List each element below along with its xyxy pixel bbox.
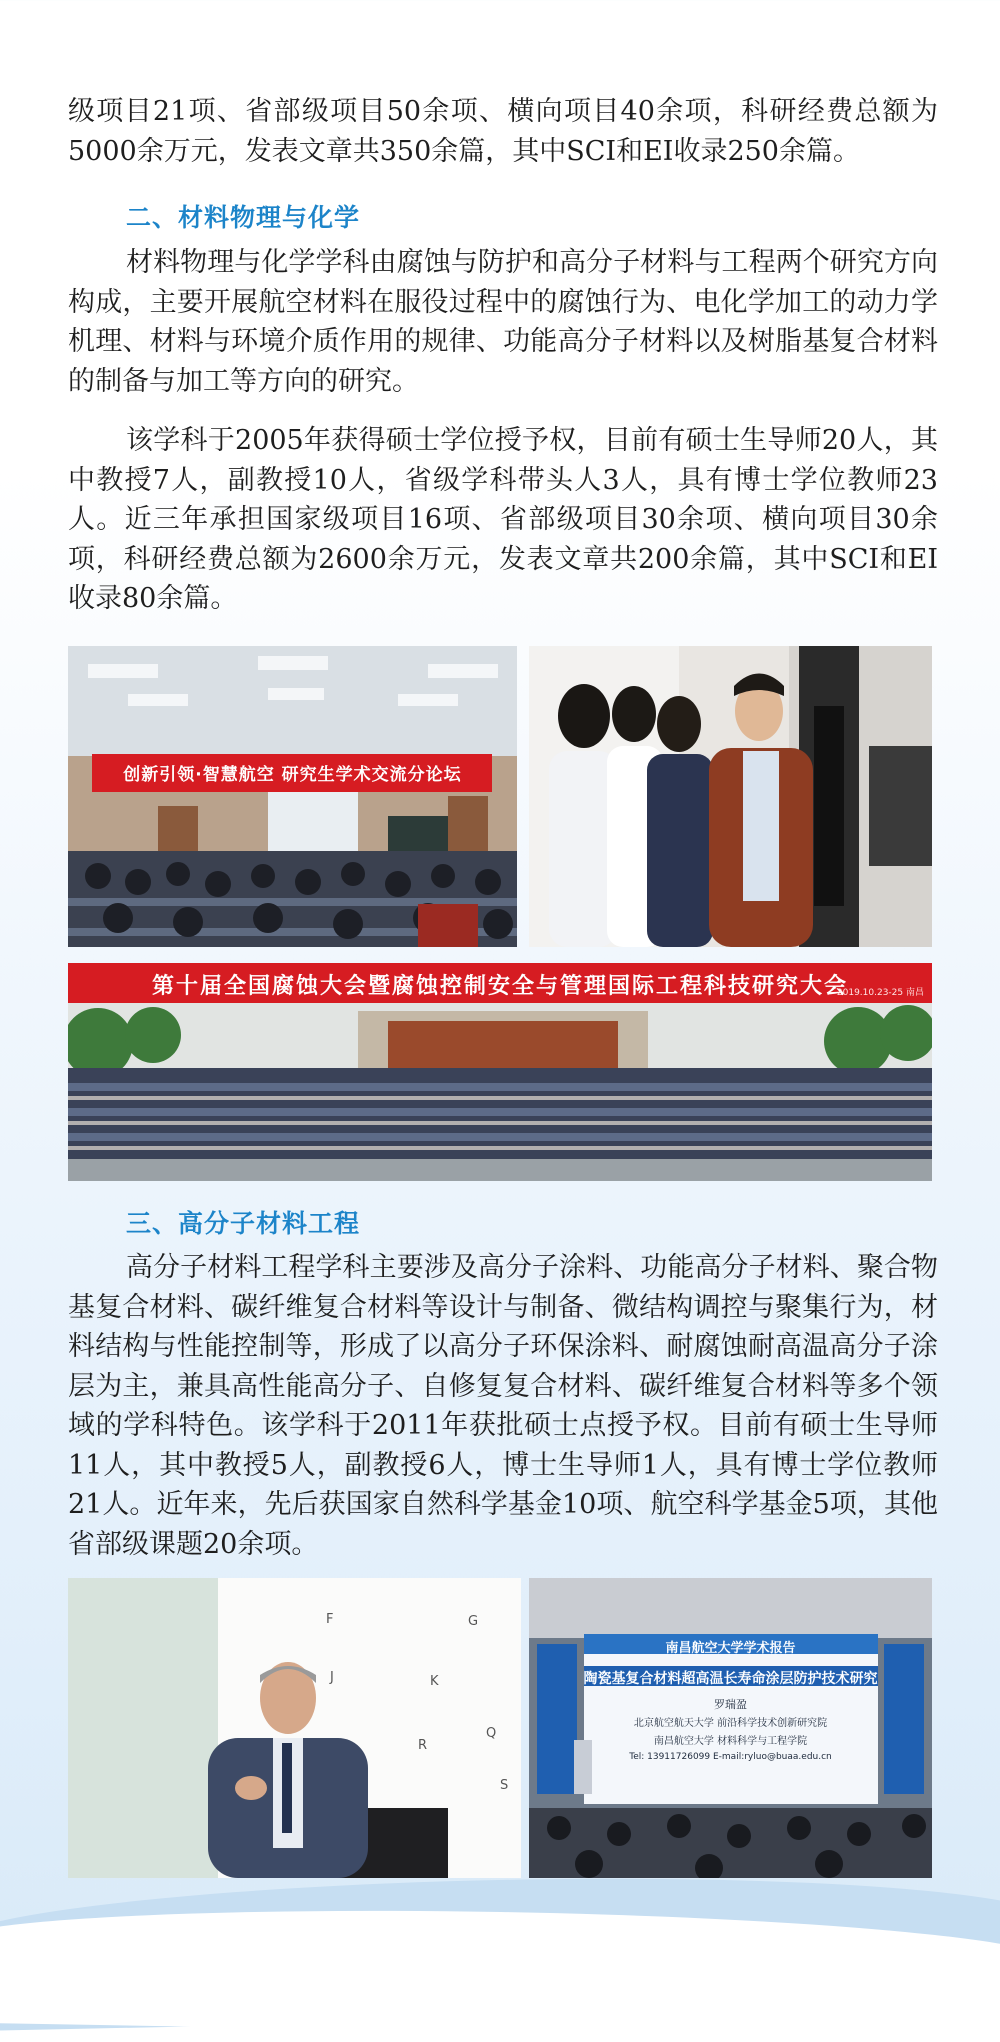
lecture-letter-1: F — [326, 1612, 334, 1627]
lecture-letter-6: R — [418, 1738, 428, 1753]
lab-demonstration-image — [529, 646, 932, 947]
section2-paragraph-2: 该学科于2005年获得硕士学位授予权，目前有硕士生导师20人，其中教授7人，副教授10人，省级学科带头人3人，具有博士学位教师23人。近三年承担国家级项目16项、省部级项目30余项、横向项目30余项，科研经费总额为2600余万元，发表文章共200余篇，其中SCI和EI收录80余篇。 — [68, 425, 938, 614]
lecture-letter-5: Q — [486, 1726, 497, 1741]
section1-continued-paragraph: 级项目21项、省部级项目50余项、横向项目40余项，科研经费总额为5000余万元，发表文章共350余篇，其中SCI和EI收录250余篇。 — [68, 96, 938, 167]
academic-report-photo — [529, 1578, 932, 1878]
forum-hall-image — [68, 646, 517, 947]
forum-banner-text: 创新引领·智慧航空 研究生学术交流分论坛 — [123, 765, 462, 785]
conference-date-text: 2019.10.23-25 南昌 — [836, 988, 924, 998]
lecture-letter-3: J — [330, 1670, 334, 1685]
section3-heading: 三、高分子材料工程 — [126, 1209, 361, 1238]
report-line-2: 南昌航空大学 材料科学与工程学院 — [653, 1736, 808, 1747]
lab-demonstration-photo — [529, 646, 932, 947]
lecture-letter-4: K — [430, 1674, 439, 1689]
lecture-letter-2: G — [468, 1614, 479, 1629]
report-speaker-text: 罗瑞盈 — [714, 1698, 747, 1711]
section2-paragraph-1: 材料物理与化学学科由腐蚀与防护和高分子材料与工程两个研究方向构成，主要开展航空材料在服役过程中的腐蚀行为、电化学加工的动力学机理、材料与环境介质作用的规律、功能高分子材料以及树脂基复合材料的制备与加工等方向的研究。 — [68, 247, 938, 397]
lecture-speaker-photo — [68, 1578, 521, 1878]
report-header-text: 南昌航空大学学术报告 — [665, 1641, 796, 1656]
lecture-letter-7: S — [500, 1778, 509, 1793]
section2-heading: 二、材料物理与化学 — [126, 203, 361, 232]
report-title-text: 陶瓷基复合材料超高温长寿命涂层防护技术研究 — [583, 1671, 878, 1687]
report-contact-text: Tel: 13911726099 E-mail:ryluo@buaa.edu.cn — [629, 1752, 832, 1762]
section3-paragraph: 高分子材料工程学科主要涉及高分子涂料、功能高分子材料、聚合物基复合材料、碳纤维复合材料等设计与制备、微结构调控与聚集行为，材料结构与性能控制等，形成了以高分子环保涂料、耐腐蚀耐高温高分子涂层为主，兼具高性能高分子、自修复复合材料、碳纤维复合材料等多个领域的学科特色。该学科于2011年获批硕士点授予权。目前有硕士生导师11人，其中教授5人，副教授6人，博士生导师1人，具有博士学位教师21人。近年来，先后获国家自然科学基金10项、航空科学基金5项，其他省部级课题20余项。 — [68, 1252, 938, 1560]
report-line-1: 北京航空航天大学 前沿科学技术创新研究院 — [633, 1718, 828, 1729]
conference-banner-text: 第十届全国腐蚀大会暨腐蚀控制安全与管理国际工程科技研究大会 — [151, 974, 848, 999]
forum-hall-photo — [68, 646, 517, 947]
lecture-speaker-image — [68, 1578, 521, 1878]
conference-group-photo — [68, 963, 932, 1181]
